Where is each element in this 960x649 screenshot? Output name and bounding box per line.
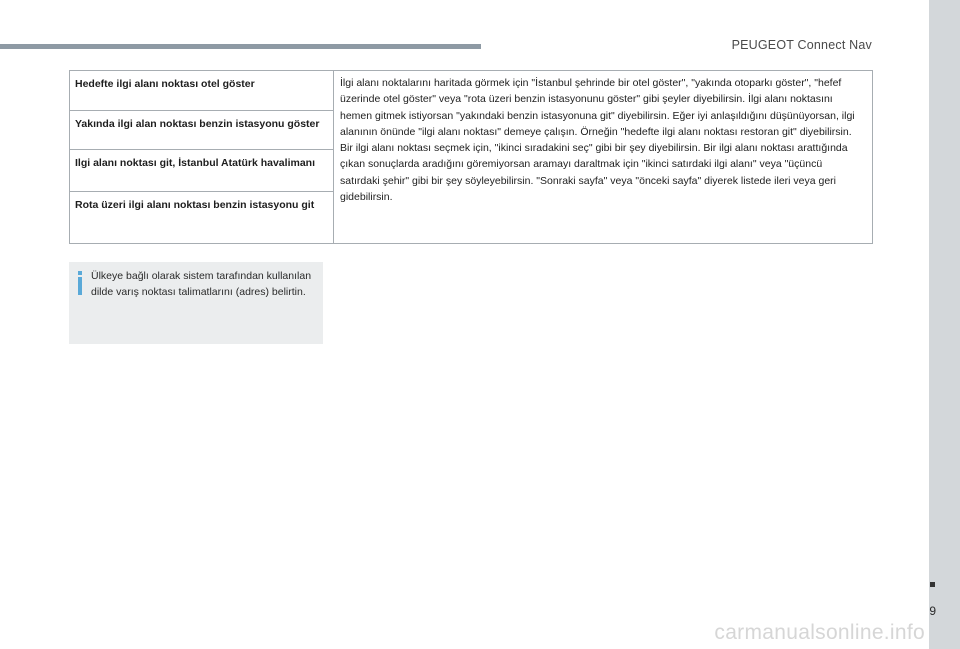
description-cell (340, 75, 864, 205)
command-row: Yakında ilgi alan noktası benzin istasyonu göster (70, 111, 333, 150)
command-row: Ilgi alanı noktası git, İstanbul Atatürk havalimanı (70, 150, 333, 192)
info-note (69, 262, 323, 344)
side-strip (929, 0, 960, 649)
description-paragraph: İlgi alanı noktalarını haritada görmek için "İstanbul şehrinde bir otel göster", "yakında otoparkı göster", "hefef üzerinde otel göster" veya "rota üzeri benzin istasyonunu göster" gibi şeyler diyebilirsin. İlgi alanı noktasını hemen gitmek istiyorsan "yakındaki benzin istasyonuna git" diyebilirsin. Eğer iyi anlaşıldığını düşünüyorsan, ilgi alanının önünde "ilgi alanı noktası" demeye çalışın. Örneğin "hedefte ilgi alanı noktası restoran git" diyebilirsin. (340, 77, 855, 138)
commands-column (70, 71, 334, 243)
page-number: 9 (929, 604, 936, 618)
command-row: Rota üzeri ilgi alanı noktası benzin istasyonu git (75, 199, 315, 211)
header-bar (0, 44, 481, 49)
note-text: Ülkeye bağlı olarak sistem tarafından kullanılan dilde varış noktası talimatlarını (adres) belirtin. (91, 270, 312, 298)
description-paragraph: Bir ilgi alanı noktası seçmek için, "ikinci sıradakini seç" gibi bir şey diyebilirsin. Bir ilgi alanı noktası arattığında çıkan sonuçlarda aradığını göremiyorsan aramayı daraltmak için "ikinci satırdaki ilgi alanı" veya "üçüncü satırdaki şehir" gibi bir şey söyleyebilirsin. "Sonraki sayfa" veya "önceki sayfa" diyerek listede ileri veya geri gidebilirsin. (340, 142, 848, 204)
command-row: Hedefte ilgi alanı noktası otel göster (70, 71, 333, 111)
voice-commands-table (69, 70, 873, 244)
section-marker (930, 582, 935, 587)
watermark: carmanualsonline.info (714, 621, 925, 644)
header-title: PEUGEOT Connect Nav (731, 38, 872, 52)
info-icon (78, 271, 84, 295)
